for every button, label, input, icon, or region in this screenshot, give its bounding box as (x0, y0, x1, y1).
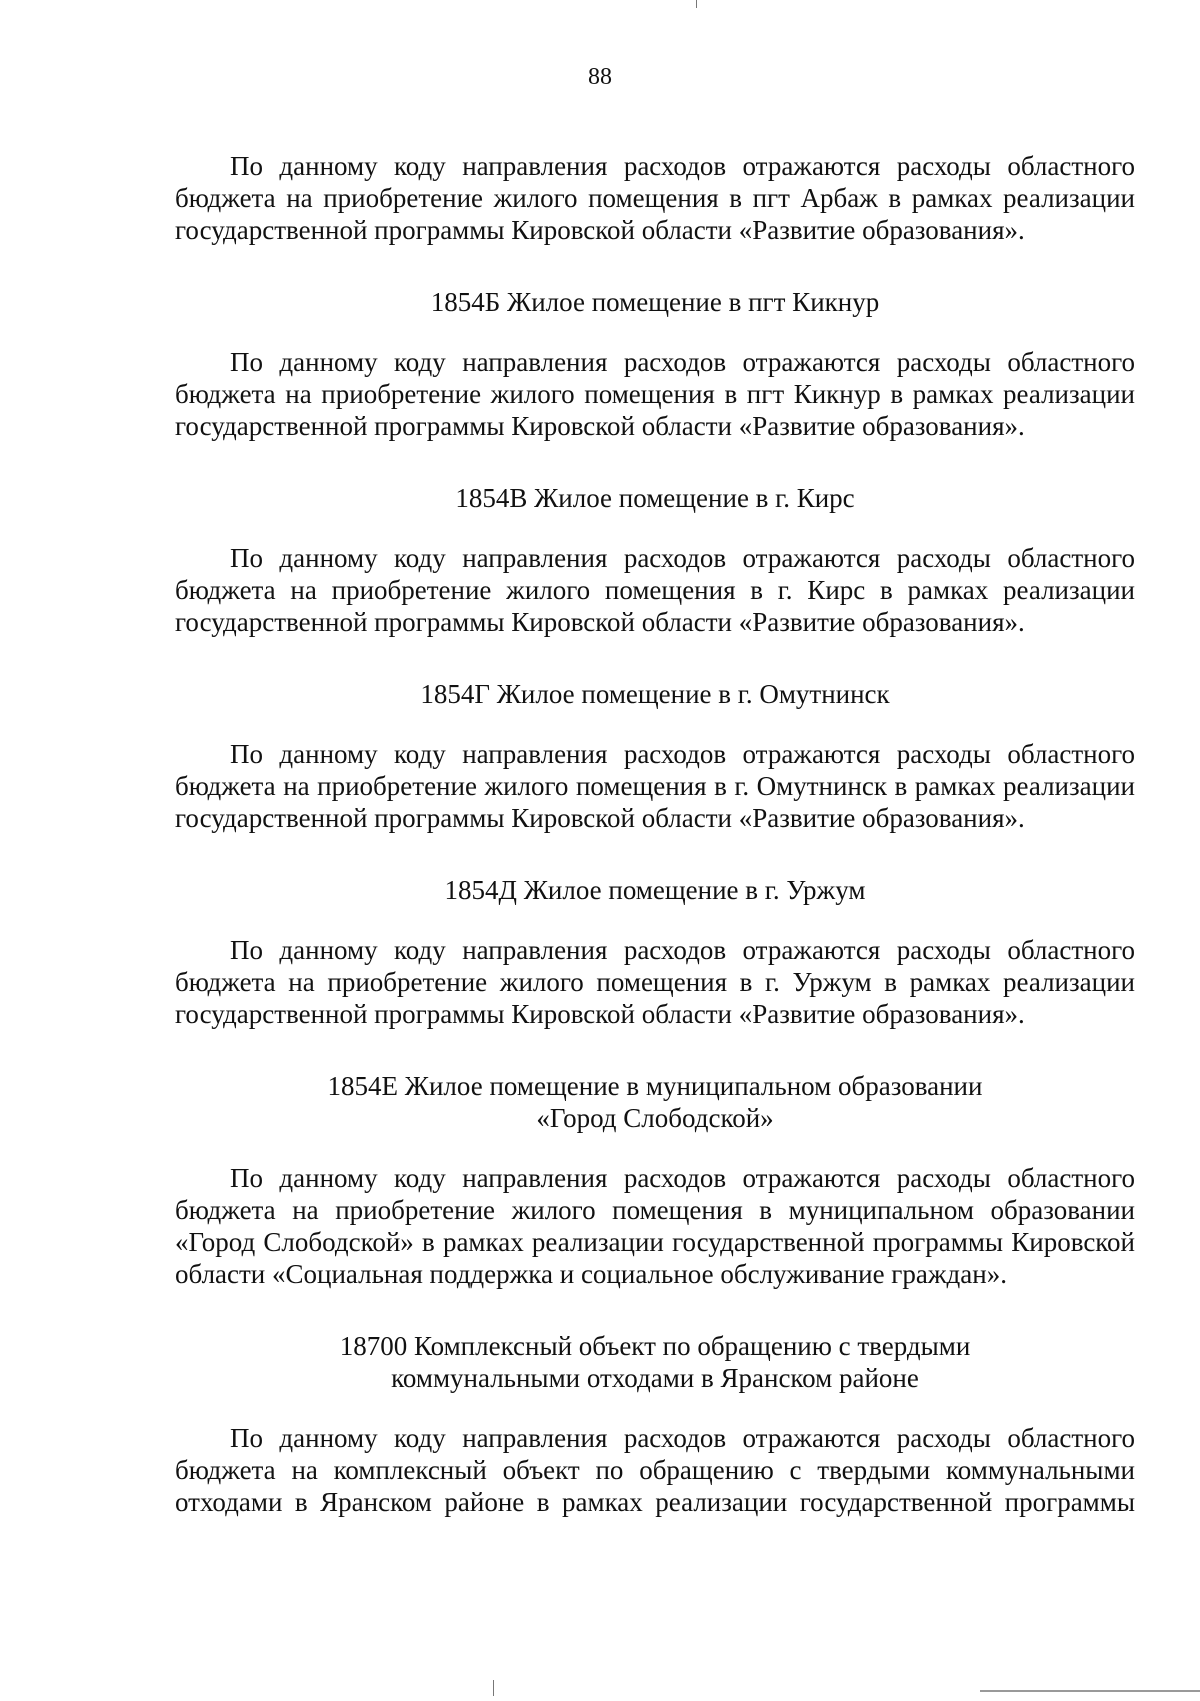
heading-1854e-line2: «Город Слободской» (536, 1103, 774, 1133)
heading-18700-line1: 18700 Комплексный объект по обращению с твердыми (339, 1331, 971, 1361)
heading-1854g: 1854Г Жилое помещение в г. Омутнинск (420, 679, 890, 709)
heading-1854d: 1854Д Жилое помещение в г. Уржум (444, 875, 866, 905)
paragraph-1854g: По данному коду направления расходов отражаются расходы областного бюджета на приобретение жилого помещения в г. Омутнинск в рамках реализации государственной программы Кировской области «Развитие образования». (175, 739, 1135, 833)
document-body (175, 150, 1135, 1518)
scan-artifact-bottom-line (980, 1690, 1200, 1692)
page-number: 88 (588, 64, 612, 90)
heading-1854v: 1854В Жилое помещение в г. Кирс (455, 483, 855, 513)
paragraph-1854v: По данному коду направления расходов отражаются расходы областного бюджета на приобретение жилого помещения в г. Кирс в рамках реализации государственной программы Кировской области «Развитие образования». (175, 543, 1135, 637)
scan-artifact-top (696, 0, 697, 8)
paragraph-1854e: По данному коду направления расходов отражаются расходы областного бюджета на приобретение жилого помещения в муниципальном образовании «Город Слободской» в рамках реализации государственной программы Кировской области «Социальная поддержка и социальное обслуживание граждан». (175, 1163, 1135, 1289)
paragraph-1854d: По данному коду направления расходов отражаются расходы областного бюджета на приобретение жилого помещения в г. Уржум в рамках реализации государственной программы Кировской области «Развитие образования». (175, 935, 1135, 1029)
paragraph-1854b: По данному коду направления расходов отражаются расходы областного бюджета на приобретение жилого помещения в пгт Кикнур в рамках реализации государственной программы Кировской области «Развитие образования». (175, 347, 1135, 441)
heading-1854e-line1: 1854Е Жилое помещение в муниципальном образовании (327, 1071, 983, 1101)
paragraph-18700: По данному коду направления расходов отражаются расходы областного бюджета на комплексный объект по обращению с твердыми коммунальными отходами в Яранском районе в рамках реализации государственной программы (175, 1423, 1135, 1517)
scan-artifact-bottom (493, 1680, 494, 1696)
paragraph-arbazh: По данному коду направления расходов отражаются расходы областного бюджета на приобретение жилого помещения в пгт Арбаж в рамках реализации государственной программы Кировской области «Развитие образования». (175, 151, 1135, 245)
heading-1854b: 1854Б Жилое помещение в пгт Кикнур (430, 287, 880, 317)
heading-18700-line2: коммунальными отходами в Яранском районе (391, 1363, 919, 1393)
